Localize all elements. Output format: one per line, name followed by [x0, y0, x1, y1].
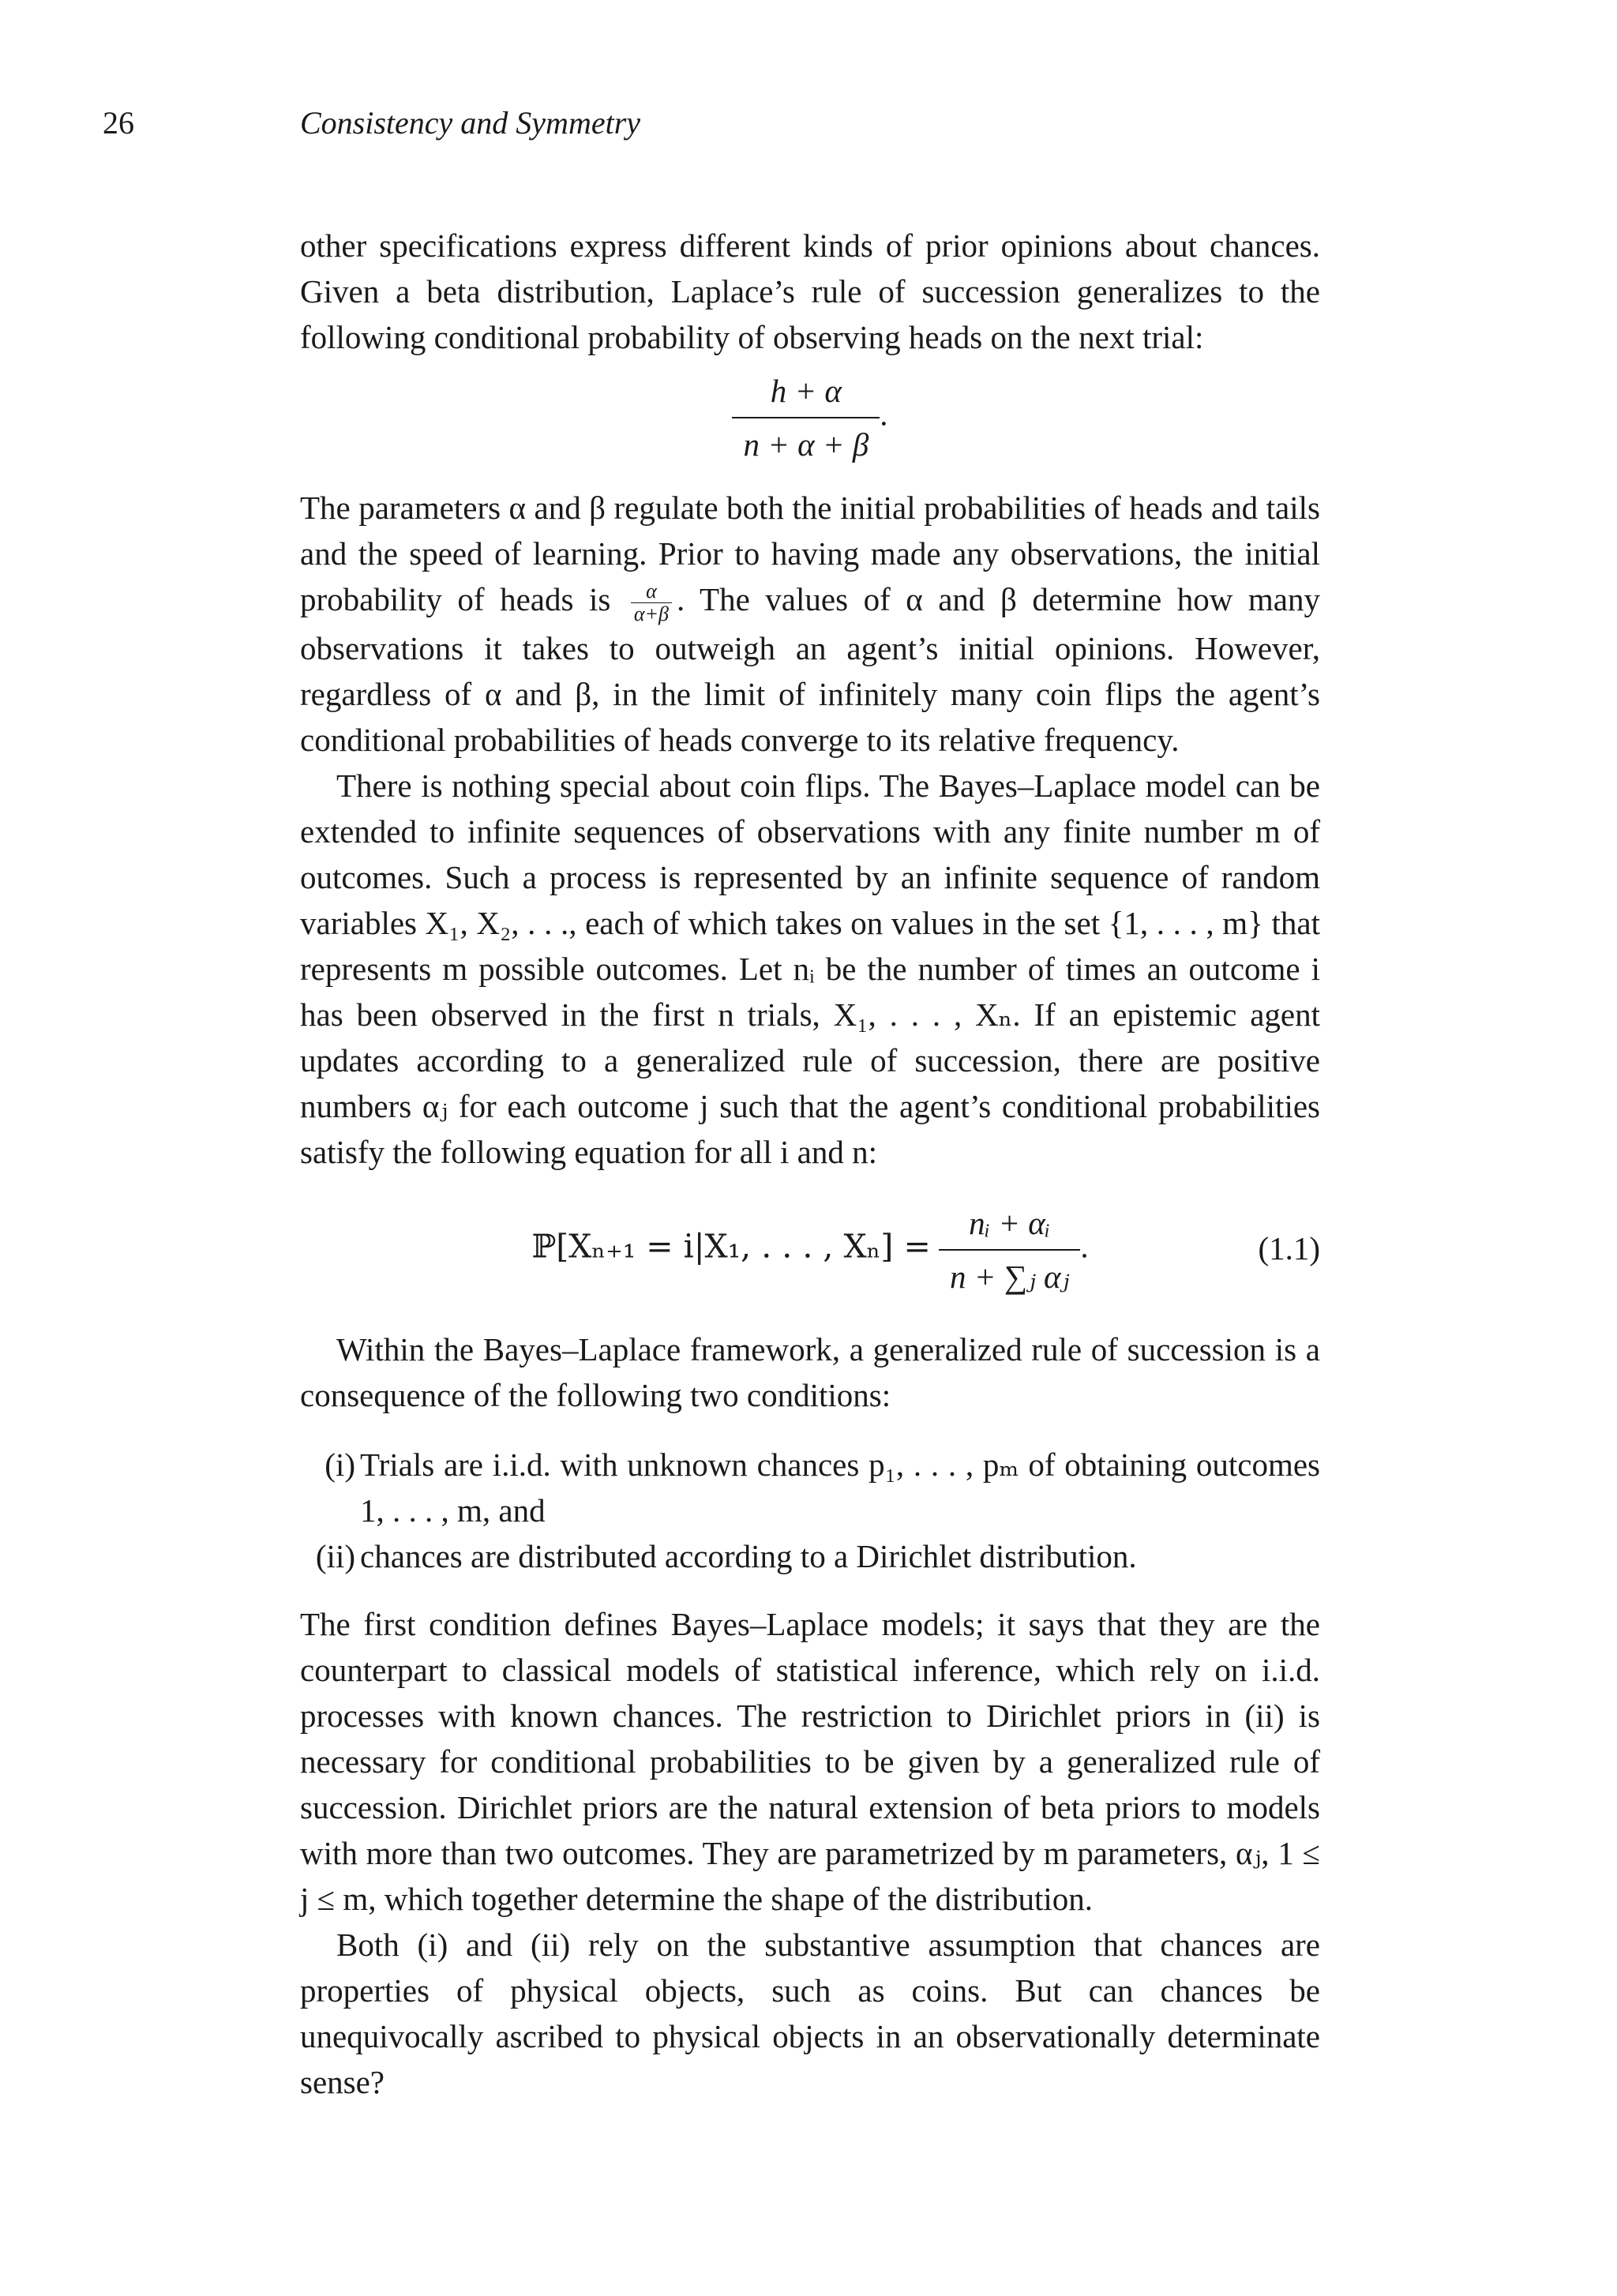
- body-text: [300, 223, 1320, 2105]
- paragraph-6: Both (i) and (ii) rely on the substantive assumption that chances are properties of physical objects, such as coins. But can chances be unequivocally ascribed to physical objects in an observationally determinate sense?: [300, 1926, 1320, 2101]
- beta-trailing-period: .: [880, 396, 888, 433]
- list-marker: (ii): [315, 1538, 355, 1575]
- paragraph-2-part-b: . The values of α and β determine how many observations it takes to outweigh an agent’s initial opinions. However, regardless of α and β, in the limit of infinitely many coin flips the agent’s conditional probabilities of heads converge to its relative frequency.: [300, 581, 1320, 759]
- list-marker: (i): [325, 1446, 355, 1484]
- beta-fraction: [732, 368, 880, 467]
- initial-prob-fraction: [631, 580, 672, 625]
- equation-1-1-denominator: n + ∑ⱼ αⱼ: [950, 1259, 1070, 1296]
- conditions-list: [300, 1442, 1320, 1579]
- equation-1-1-body: [300, 1200, 1320, 1300]
- paragraph-1: other specifications express different kinds of prior opinions about chances. Given a beta distribution, Laplace’s rule of succession generalizes to the following conditional probability of observing heads on the next trial:: [300, 227, 1320, 355]
- paragraph-2-part-a: The parameters α and β regulate both the initial probabilities of heads and tails and the speed of learning. Prior to having made any observations, the initial probability of heads is: [300, 490, 1320, 617]
- equation-1-1-fraction: [939, 1200, 1080, 1300]
- running-head: Consistency and Symmetry: [300, 105, 641, 141]
- beta-numerator: h + α: [732, 368, 880, 418]
- paragraph-3: There is nothing special about coin flips. The Bayes–Laplace model can be extended to infinite sequences of observations with any finite number m of outcomes. Such a process is represented by an infinite sequence of random variables X₁, X₂, . . ., each of which takes on values in the set {1, . . . , m} that represents m possible outcomes. Let nᵢ be the number of times an outcome i has been observed in the first n trials, X₁, . . . , Xₙ. If an epistemic agent updates according to a generalized rule of succession, there are positive numbers αⱼ for each outcome j such that the agent’s conditional probabilities satisfy the following equation for all i and n:: [300, 767, 1320, 1171]
- list-item: [300, 1442, 1320, 1533]
- page-number: 26: [103, 105, 134, 141]
- paragraph-2: [300, 485, 1320, 763]
- initial-prob-numerator: α: [631, 580, 672, 603]
- equation-1-1-trailing-period: .: [1080, 1228, 1089, 1265]
- equation-number: (1.1): [1258, 1230, 1320, 1267]
- list-item-text: Trials are i.i.d. with unknown chances p₁, . . . , pₘ of obtaining outcomes 1, . . . , m, and: [360, 1446, 1320, 1529]
- beta-denominator: n + α + β: [743, 426, 869, 463]
- equation-1-1: [300, 1186, 1320, 1304]
- equation-1-1-numerator: nᵢ + αᵢ: [939, 1200, 1080, 1251]
- list-item-text: chances are distributed according to a Dirichlet distribution.: [360, 1538, 1137, 1575]
- equation-1-1-lhs: ℙ[Xₙ₊₁ = i|X₁, . . . , Xₙ] =: [531, 1227, 931, 1266]
- equation-beta-succession: [300, 368, 1320, 474]
- list-item: [300, 1533, 1320, 1579]
- initial-prob-denominator: α+β: [633, 602, 670, 626]
- paragraph-4: Within the Bayes–Laplace framework, a generalized rule of succession is a consequence of the following two conditions:: [300, 1331, 1320, 1414]
- paragraph-5: The first condition defines Bayes–Laplace models; it says that they are the counterpart to classical models of statistical inference, which rely on i.i.d. processes with known chances. The restriction to Dirichlet priors in (ii) is necessary for conditional probabilities to be given by a generalized rule of succession. Dirichlet priors are the natural extension of beta priors to models with more than two outcomes. They are parametrized by m parameters, αⱼ, 1 ≤ j ≤ m, which together determine the shape of the distribution.: [300, 1606, 1320, 1918]
